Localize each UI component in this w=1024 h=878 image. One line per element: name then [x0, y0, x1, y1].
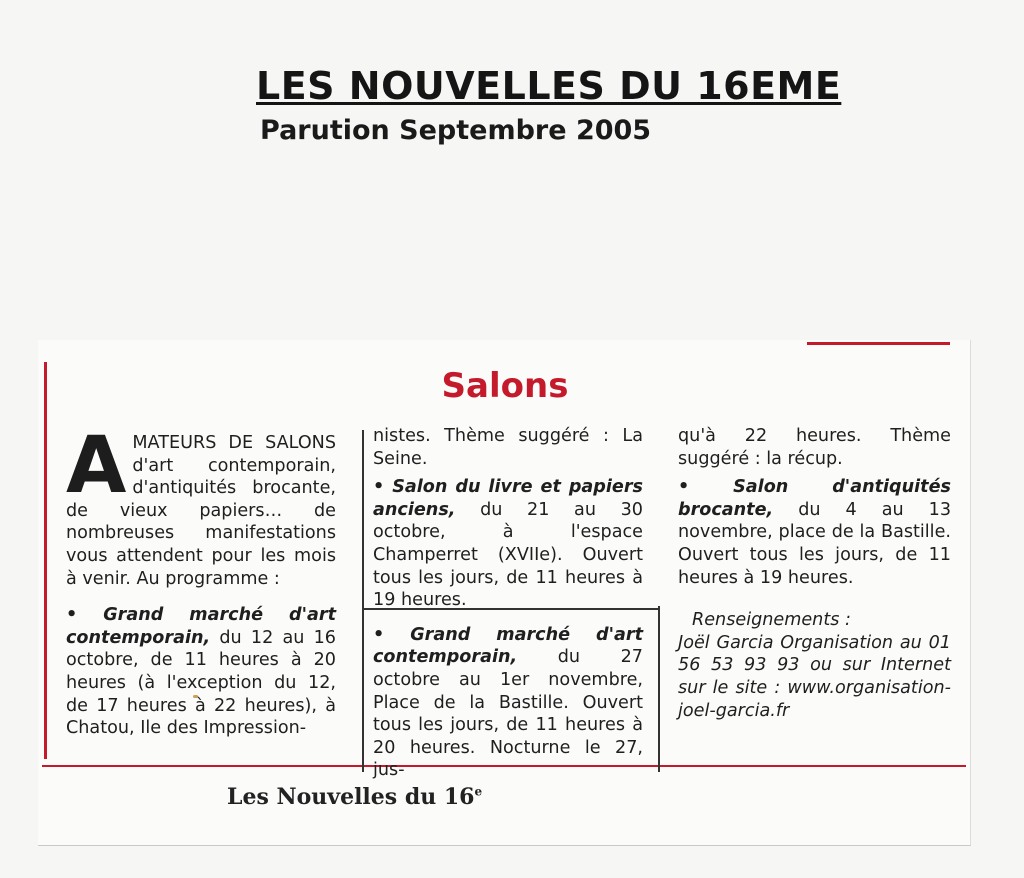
- info-contact: Joël Garcia Organisation au 01 56 53 93 93 ou sur Internet sur le site : www.organisation-joel-garcia.fr: [678, 632, 951, 721]
- footer-publication-name: Les Nouvelles du 16: [227, 784, 475, 810]
- column-rule-2: [658, 606, 660, 772]
- listing-item-4-title: • Salon d'antiquités brocante,: [678, 477, 951, 520]
- listing-item-3-title: • Grand marché d'art contemporain,: [373, 624, 643, 668]
- listing-item-1: [66, 604, 336, 740]
- section-title: Salons: [441, 366, 569, 406]
- article-column-3: [678, 425, 951, 722]
- listing-item-3-text: du 27 octobre au 1er novembre, Place de la Bastille. Ouvert tous les jours, de 11 heures à 20 heures. Nocturne le 27, jus-: [373, 647, 643, 781]
- listing-item-1-title: • Grand marché d'art contemporain,: [66, 605, 336, 648]
- listing-item-3: [373, 624, 643, 782]
- listing-item-2: [373, 476, 643, 612]
- intro-paragraph: [66, 421, 336, 590]
- intro-lead: MATEURS DE SALONS: [132, 433, 336, 453]
- listing-item-2-text: du 21 au 30 octobre, à l'espace Champerret (XVIIe). Ouvert tous les jours, de 11 heures à 19 heures.: [373, 499, 643, 611]
- intro-text: d'art contemporain, d'antiquités brocante, de vieux papiers… de nombreuses manifestations vous attendent pour les mois à venir. Au programme :: [66, 455, 336, 589]
- column-rule-1: [362, 430, 364, 772]
- footer-superscript: e: [474, 784, 483, 799]
- header-title: LES NOUVELLES DU 16EME: [256, 64, 842, 108]
- continued-text-3: qu'à 22 heures. Thème suggéré : la récup.: [678, 426, 951, 469]
- info-label: Renseignements :: [692, 610, 851, 631]
- article-column-1: [66, 421, 336, 740]
- red-rule-left: [44, 362, 47, 759]
- header-subtitle: Parution Septembre 2005: [260, 115, 652, 146]
- dropcap: A: [66, 421, 127, 511]
- article-column-2: [373, 425, 643, 782]
- listing-item-4: [678, 476, 951, 589]
- listing-item-2-title: • Salon du livre et papiers anciens,: [373, 477, 643, 520]
- listing-item-1-text: du 12 au 16 octobre, de 11 heures à 20 heures (à l'exception du 12, de 17 heures à 22 heures), à Chatou, Ile des Impression-: [66, 627, 336, 739]
- listing-item-4-text: du 4 au 13 novembre, place de la Bastille. Ouvert tous les jours, de 11 heures à 19 heures.: [678, 499, 952, 588]
- red-rule-top: [807, 342, 950, 345]
- footer-publication: [227, 784, 482, 810]
- continued-text-2: nistes. Thème suggéré : La Seine.: [373, 426, 643, 469]
